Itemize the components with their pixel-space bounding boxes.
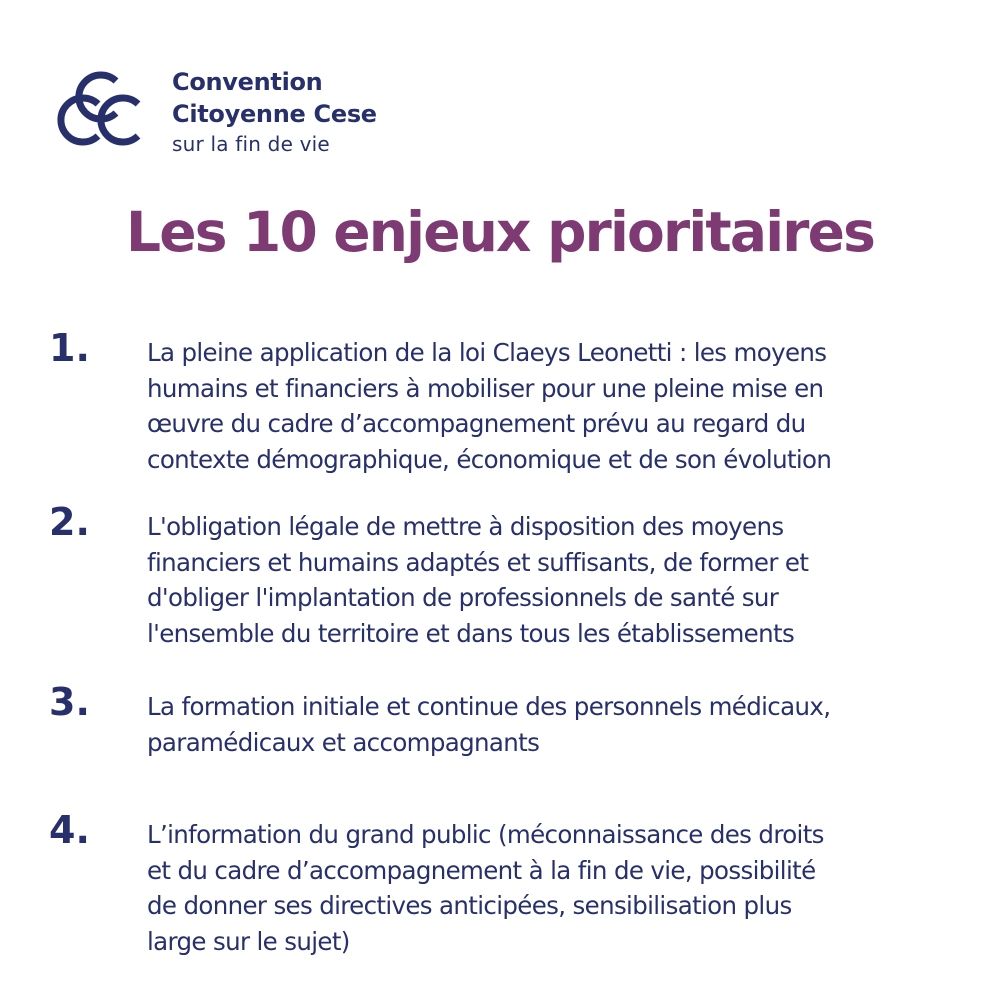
logo-subtitle: sur la fin de vie (172, 132, 330, 156)
item-number: 1. (49, 326, 90, 370)
item-text: La pleine application de la loi Claeys Leonetti : les moyens humains et financiers à mobiliser pour une pleine mise en œuvre du cadre d’accompagnement prévu au regard du contexte démographique, économique et de son évolution (147, 338, 832, 474)
logo-title-line2: Citoyenne Cese (172, 100, 377, 128)
item-text: L'obligation légale de mettre à disposition des moyens financiers et humains adaptés et suffisants, de former et d'obliger l'implantation de professionnels de santé sur l'ensemble du territoire et dans tous les établissements (147, 512, 809, 648)
logo-title-line1: Convention (172, 68, 323, 96)
item-text: La formation initiale et continue des personnels médicaux, paramédicaux et accompagnants (147, 692, 831, 757)
item-text: L’information du grand public (méconnaissance des droits et du cadre d’accompagnement à la fin de vie, possibilité de donner ses directives anticipées, sensibilisation plus large sur le sujet) (147, 820, 824, 956)
item-number: 3. (49, 680, 90, 724)
item-number: 2. (49, 500, 90, 544)
item-number: 4. (49, 808, 90, 852)
page-title: Les 10 enjeux prioritaires (125, 200, 875, 264)
